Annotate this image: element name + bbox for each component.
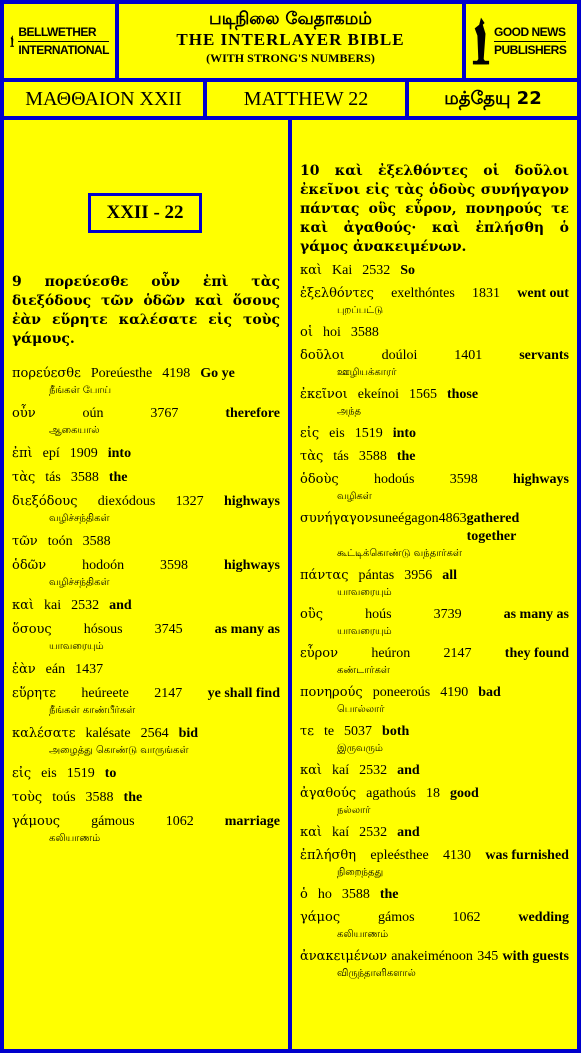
strongs-number: 3588: [70, 470, 99, 485]
transliteration: tás: [333, 449, 349, 464]
transliteration: gámos: [378, 910, 415, 925]
word-list: [12, 365, 280, 853]
transliteration: hósous: [83, 622, 123, 637]
transliteration: gámous: [91, 814, 135, 829]
strongs-number: 5037: [344, 724, 373, 739]
word-entry: [300, 886, 569, 904]
transliteration: ho: [317, 887, 332, 902]
english-gloss: those: [446, 387, 479, 402]
transliteration: poneeroús: [372, 685, 431, 700]
word-entry: [300, 285, 569, 319]
strongs-number: 1062: [452, 910, 481, 925]
greek-word: ὁδῶν: [12, 558, 47, 573]
strongs-number: 2147: [443, 646, 472, 661]
greek-word: ἀγαθούς: [300, 786, 357, 801]
strongs-number: 4130: [443, 848, 471, 863]
transliteration: kaí: [332, 825, 350, 840]
tamil-gloss: யாவரையும்: [337, 626, 392, 637]
greek-word: ἐπὶ: [12, 446, 33, 461]
greek-word: εὕρητε: [12, 686, 56, 701]
page-title: THE INTERLAYER BIBLE: [176, 30, 405, 49]
word-entry: [12, 533, 280, 551]
shepherd-figure-icon: [472, 14, 490, 68]
strongs-number: 18: [425, 786, 440, 801]
greek-word: τε: [300, 724, 314, 739]
greek-word: οἱ: [300, 325, 313, 340]
tamil-gloss: வழிகள்: [337, 491, 372, 502]
strongs-number: 2532: [359, 763, 388, 778]
transliteration: diexódous: [97, 494, 156, 509]
transliteration: pántas: [358, 568, 395, 583]
english-gloss: bid: [178, 726, 199, 741]
greek-word: πάντας: [300, 568, 349, 583]
word-entry: [12, 597, 280, 615]
publisher-logo-left: [4, 4, 115, 78]
tamil-gloss: வழிச்சந்திகள்: [49, 513, 110, 524]
english-gloss: was furnished: [485, 848, 569, 863]
english-gloss: ye shall find: [207, 686, 280, 701]
tamil-gloss: புறப்பட்டு: [337, 305, 384, 316]
transliteration: agathoús: [366, 786, 416, 801]
english-gloss: the: [379, 887, 399, 902]
transliteration: epleésthee: [370, 848, 429, 863]
greek-word: καὶ: [300, 263, 323, 278]
word-entry: [12, 725, 280, 759]
strongs-number: 3588: [341, 887, 370, 902]
transliteration: epí: [42, 446, 60, 461]
english-gloss: So: [400, 263, 416, 278]
word-entry: [300, 448, 569, 466]
english-gloss: wedding: [518, 910, 569, 925]
english-gloss: good: [449, 786, 479, 801]
logo-text-right: GOOD NEWS PUBLISHERS: [494, 24, 567, 57]
word-entry: [300, 847, 569, 881]
word-entry: [300, 567, 569, 601]
transliteration: hoús: [365, 607, 392, 622]
greek-word: καὶ: [12, 598, 35, 613]
transliteration: anakeiménoon: [391, 949, 473, 964]
greek-word: γάμους: [12, 814, 61, 829]
word-entry: [300, 347, 569, 381]
word-entry: [300, 606, 569, 640]
tamil-gloss: கலியாணம்: [337, 929, 389, 940]
strongs-number: 1519: [66, 766, 95, 781]
transliteration: hodoón: [82, 558, 125, 573]
strongs-number: 1401: [454, 348, 483, 363]
greek-word: καλέσατε: [12, 726, 76, 741]
greek-word: εὗρον: [300, 646, 339, 661]
tamil-gloss: நீங்கள் போய்: [49, 385, 112, 396]
english-gloss: went out: [517, 286, 569, 301]
word-entry: [12, 813, 280, 847]
strongs-number: 345: [477, 949, 499, 964]
strongs-number: 3598: [449, 472, 478, 487]
word-entry: [12, 765, 280, 783]
greek-word: τοὺς: [12, 790, 43, 805]
strongs-number: 2147: [154, 686, 183, 701]
page-header: [119, 4, 462, 78]
word-entry: [300, 948, 569, 982]
strongs-number: 3588: [358, 449, 387, 464]
greek-word: ἐξελθόντες: [300, 286, 374, 301]
transliteration: toón: [47, 534, 73, 549]
english-gloss: and: [397, 763, 420, 778]
tamil-gloss: கலியாணம்: [49, 833, 101, 844]
greek-word: ὁδοὺς: [300, 472, 339, 487]
strongs-number: 2564: [140, 726, 169, 741]
greek-word: ἀνακειμένων: [300, 949, 388, 964]
strongs-number: 3739: [433, 607, 462, 622]
transliteration: Poreúesthe: [90, 366, 153, 381]
tamil-gloss: விருந்தாளிகளால்: [337, 968, 416, 979]
english-gloss: into: [107, 446, 132, 461]
english-gloss: highways: [223, 494, 280, 509]
transliteration: ekeínoi: [357, 387, 399, 402]
strongs-number: 3588: [82, 534, 111, 549]
strongs-number: 3598: [160, 558, 189, 573]
greek-word: συνήγαγον: [300, 511, 373, 526]
strongs-number: 1327: [175, 494, 204, 509]
strongs-number: 3767: [150, 406, 179, 421]
word-entry: [300, 909, 569, 943]
greek-word: καὶ: [300, 763, 323, 778]
english-gloss: the: [123, 790, 143, 805]
strongs-number: 2532: [71, 598, 100, 613]
strongs-number: 1519: [354, 426, 383, 441]
word-entry: [12, 445, 280, 463]
english-gloss: into: [392, 426, 417, 441]
english-gloss: bad: [478, 685, 501, 700]
word-entry: [300, 684, 569, 718]
strongs-number: 1062: [165, 814, 194, 829]
transliteration: toús: [52, 790, 76, 805]
english-gloss: and: [109, 598, 132, 613]
strongs-number: 2532: [362, 263, 391, 278]
transliteration: kalésate: [85, 726, 131, 741]
greek-word: ὅσους: [12, 622, 52, 637]
tamil-gloss: கூட்டிக்கொண்டு வந்தார்கள்: [337, 548, 462, 559]
english-reference: MATTHEW 22: [207, 82, 405, 116]
word-entry: [300, 471, 569, 505]
word-list: [300, 262, 569, 987]
english-gloss: they found: [504, 646, 569, 661]
strongs-number: 1565: [408, 387, 437, 402]
tamil-gloss: நிறைந்தது: [337, 867, 384, 878]
strongs-number: 4190: [440, 685, 469, 700]
english-gloss: servants: [519, 348, 569, 363]
word-entry: [300, 262, 569, 280]
word-entry: [12, 621, 280, 655]
word-entry: [12, 661, 280, 679]
greek-word: οὖν: [12, 406, 36, 421]
tamil-gloss: யாவரையும்: [337, 587, 392, 598]
transliteration: heúreete: [81, 686, 129, 701]
transliteration: eis: [329, 426, 345, 441]
strongs-number: 1437: [75, 662, 104, 677]
english-gloss: marriage: [224, 814, 280, 829]
greek-word: ὁ: [300, 887, 308, 902]
strongs-number: 4198: [162, 366, 191, 381]
greek-word: εἰς: [12, 766, 32, 781]
word-entry: [12, 685, 280, 719]
transliteration: kaí: [332, 763, 350, 778]
english-gloss: the: [108, 470, 128, 485]
tamil-gloss: இருவரும்: [337, 743, 383, 754]
english-gloss: both: [382, 724, 410, 739]
word-entry: [12, 469, 280, 487]
word-entry: [12, 365, 280, 399]
transliteration: Kai: [332, 263, 353, 278]
greek-word: δοῦλοι: [300, 348, 345, 363]
word-entry: [300, 324, 569, 342]
verse-text: 9 πορεύεσθε οὖν ἐπὶ τὰς διεξόδους τῶν ὁδῶν καὶ ὅσους ἐὰν εὕρητε καλέσατε εἰς τοὺς γάμους.: [12, 274, 280, 347]
word-entry: [300, 824, 569, 842]
strongs-number: 3745: [154, 622, 183, 637]
greek-word: ἐὰν: [12, 662, 36, 677]
tamil-title: படிநிலை வேதாகமம்: [209, 9, 372, 29]
english-gloss: gathered together: [466, 511, 520, 544]
greek-word: διεξόδους: [12, 494, 78, 509]
word-entry: [300, 723, 569, 757]
tamil-gloss: ஊழியக்காரர்: [337, 367, 397, 378]
transliteration: heúron: [371, 646, 411, 661]
tamil-gloss: யாவரையும்: [49, 641, 104, 652]
tamil-gloss: வழிச்சந்திகள்: [49, 577, 110, 588]
left-column: [4, 120, 288, 1049]
greek-word: ἐκεῖνοι: [300, 387, 348, 402]
strongs-number: 1909: [69, 446, 98, 461]
transliteration: doúloi: [381, 348, 418, 363]
english-gloss: therefore: [225, 406, 280, 421]
greek-word: ἐπλήσθη: [300, 848, 357, 863]
word-entry: [300, 510, 569, 562]
greek-word: πονηρούς: [300, 685, 363, 700]
tamil-gloss: நீங்கள் காண்பீர்கள்: [49, 705, 136, 716]
shepherd-figure-icon: [10, 14, 14, 68]
transliteration: hoi: [322, 325, 341, 340]
word-entry: [12, 789, 280, 807]
word-entry: [300, 785, 569, 819]
greek-word: εἰς: [300, 426, 320, 441]
english-gloss: to: [104, 766, 117, 781]
tamil-gloss: பொல்லார்: [337, 704, 385, 715]
english-gloss: Go ye: [200, 366, 235, 381]
strongs-number: 4863: [438, 511, 467, 526]
transliteration: kai: [44, 598, 62, 613]
page-subtitle: (WITH STRONG'S NUMBERS): [206, 51, 375, 65]
tamil-reference: மத்தேயு 22: [409, 82, 577, 116]
greek-reference: ΜΑΘΘΑΙΟΝ XXII: [4, 82, 203, 116]
transliteration: tás: [45, 470, 61, 485]
transliteration: te: [323, 724, 335, 739]
verse-text: 10 καὶ ἐξελθόντες οἱ δοῦλοι ἐκεῖνοι εἰς τὰς ὁδοὺς συνήγαγον πάντας οὓς εὗρον, πονηρούς τε καὶ ἀγαθούς· καὶ ἐπλήσθη ὁ γάμος ἀνακειμένων.: [300, 163, 569, 255]
transliteration: exelthóntes: [391, 286, 455, 301]
transliteration: eis: [41, 766, 57, 781]
tamil-gloss: கண்டார்கள்: [337, 665, 390, 676]
english-gloss: all: [442, 568, 458, 583]
greek-word: τὰς: [12, 470, 36, 485]
tamil-gloss: அழைத்து கொண்டு வாருங்கள்: [49, 745, 189, 756]
english-gloss: highways: [512, 472, 569, 487]
tamil-gloss: ஆகையால்: [49, 425, 100, 436]
tamil-gloss: நல்லார்: [337, 805, 371, 816]
word-entry: [300, 386, 569, 420]
english-gloss: as many as: [214, 622, 280, 637]
chapter-box: XXII - 22: [88, 193, 202, 233]
strongs-number: 3588: [350, 325, 379, 340]
greek-word: τῶν: [12, 534, 38, 549]
publisher-logo-right: [466, 4, 577, 78]
logo-text-left: BELLWETHER INTERNATIONAL: [18, 24, 109, 57]
word-entry: [12, 405, 280, 439]
word-entry: [300, 645, 569, 679]
transliteration: suneégagon: [372, 511, 439, 526]
tamil-gloss: அந்த: [337, 406, 362, 417]
strongs-number: 3588: [85, 790, 114, 805]
greek-word: τὰς: [300, 449, 324, 464]
strongs-number: 1831: [472, 286, 501, 301]
transliteration: eán: [45, 662, 66, 677]
strongs-number: 3956: [404, 568, 433, 583]
english-gloss: as many as: [503, 607, 569, 622]
strongs-number: 2532: [359, 825, 388, 840]
word-entry: [300, 762, 569, 780]
greek-word: καὶ: [300, 825, 323, 840]
right-column: [292, 120, 577, 1049]
word-entry: [12, 557, 280, 591]
transliteration: oún: [82, 406, 104, 421]
greek-word: πορεύεσθε: [12, 366, 81, 381]
greek-word: οὓς: [300, 607, 324, 622]
word-entry: [300, 425, 569, 443]
english-gloss: with guests: [502, 949, 569, 964]
transliteration: hodoús: [373, 472, 415, 487]
english-gloss: the: [396, 449, 416, 464]
greek-word: γάμος: [300, 910, 341, 925]
english-gloss: and: [397, 825, 420, 840]
english-gloss: highways: [223, 558, 280, 573]
word-entry: [12, 493, 280, 527]
